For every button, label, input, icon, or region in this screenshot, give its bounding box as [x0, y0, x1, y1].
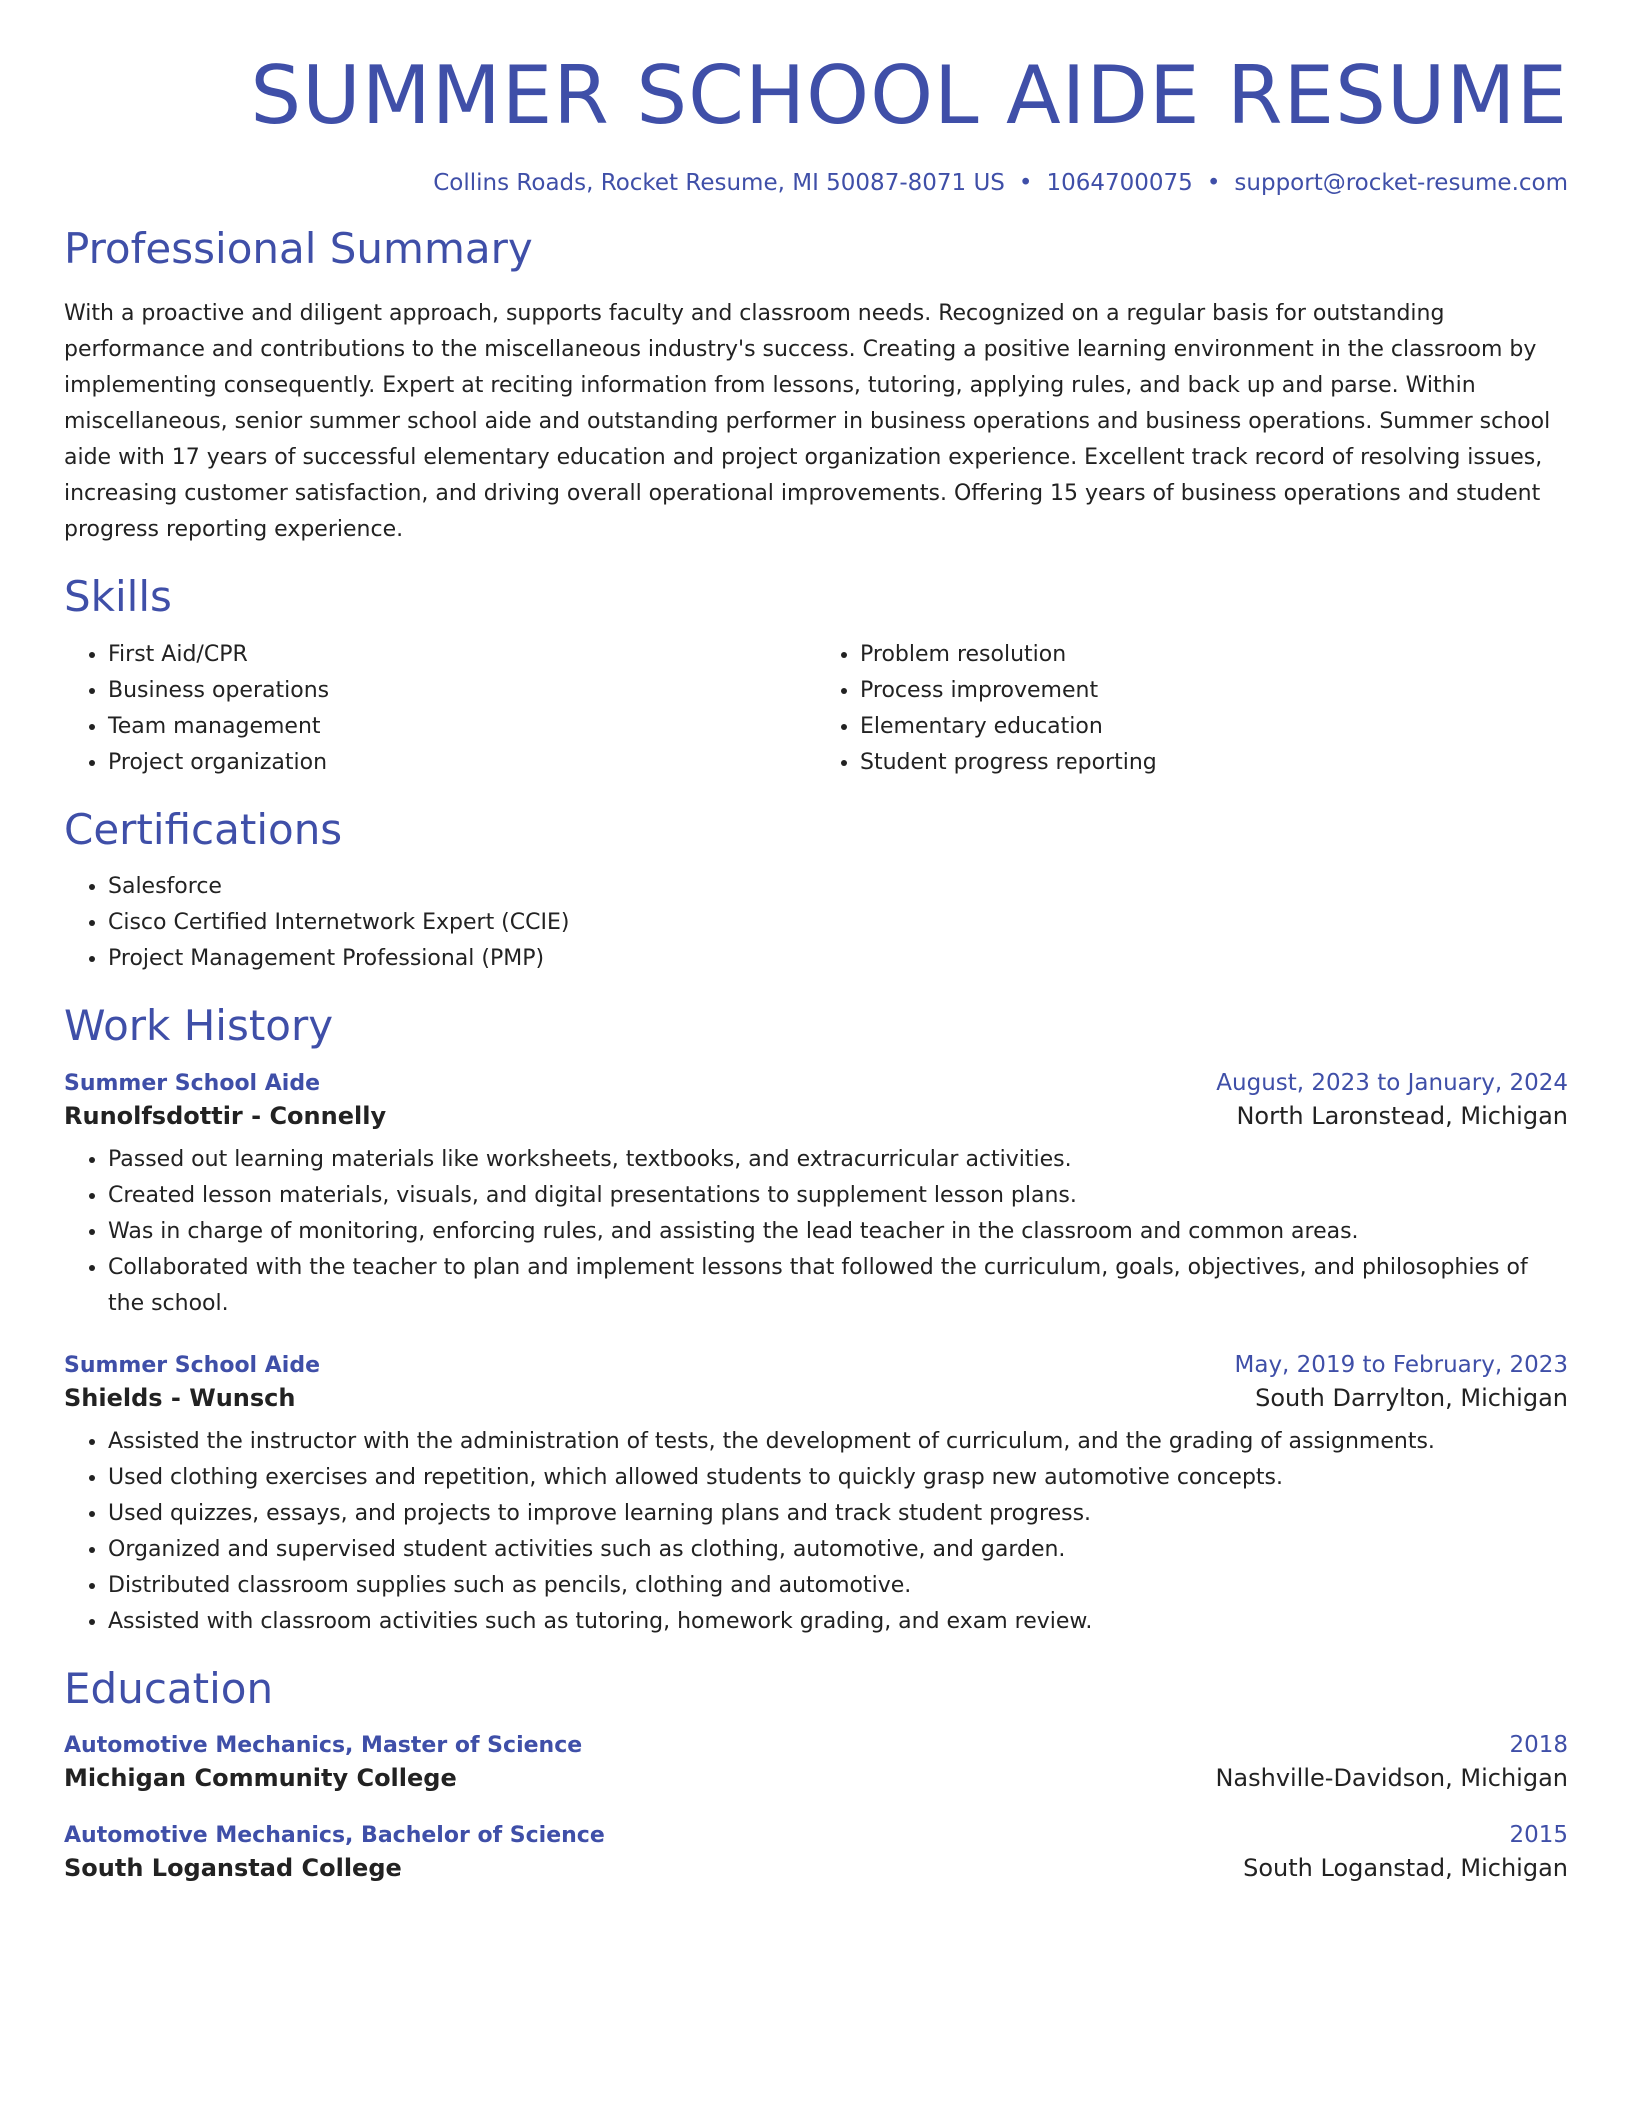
job-title: Summer School Aide [64, 1352, 320, 1378]
job-entry [64, 1352, 1568, 1640]
education-school-row [64, 1764, 1568, 1792]
job-bullet: • Distributed classroom supplies such as pencils, clothing and automotive. [108, 1568, 1568, 1604]
section-title-skills: Skills [64, 572, 172, 622]
education-location: Nashville-Davidson, Michigan [1215, 1763, 1568, 1792]
resume-header [64, 49, 1568, 196]
certification-item: • Cisco Certified Internetwork Expert (CCIE) [108, 905, 1568, 941]
skill-item: • Student progress reporting [860, 745, 1568, 781]
skill-item: • Problem resolution [860, 637, 1568, 673]
contact-phone: 1064700075 [1046, 170, 1193, 196]
education-entry [64, 1822, 1568, 1882]
job-bullet: • Organized and supervised student activities such as clothing, automotive, and garden. [108, 1532, 1568, 1568]
skill-item: • Elementary education [860, 709, 1568, 745]
contact-separator: • [1018, 170, 1033, 196]
section-title-work: Work History [64, 1001, 334, 1051]
summary-text: With a proactive and diligent approach, supports faculty and classroom needs. Recognized on a regular basis for outstanding performance and contributions to the miscellaneous industry's success. Creating a positive learning environment in the classroom by implementing consequently. Expert at reciting information from lessons, tutoring, applying rules, and back up and parse. Within miscellaneous, senior summer school aide and outstanding performer in business operations and business operations. Summer school aide with 17 years of successful elementary education and project organization experience. Excellent track record of resolving issues, increasing customer satisfaction, and driving overall operational improvements. Offering 15 years of business operations and student progress reporting experience. [64, 301, 1551, 543]
job-company: Runolfsdottir - Connelly [64, 1101, 387, 1130]
job-org-row [64, 1102, 1568, 1130]
job-company: Shields - Wunsch [64, 1383, 296, 1412]
job-bullet: • Used quizzes, essays, and projects to improve learning plans and track student progress. [108, 1496, 1568, 1532]
job-header-row [64, 1070, 1568, 1096]
job-bullets [64, 1142, 1568, 1322]
education-entry [64, 1732, 1568, 1792]
job-bullet: • Assisted with classroom activities such as tutoring, homework grading, and exam review. [108, 1604, 1568, 1640]
skills-list-left [64, 637, 816, 781]
job-bullet: • Passed out learning materials like worksheets, textbooks, and extracurricular activities. [108, 1142, 1568, 1178]
job-bullet: • Was in charge of monitoring, enforcing rules, and assisting the lead teacher in the classroom and common areas. [108, 1214, 1568, 1250]
skill-item: • Team management [108, 709, 816, 745]
contact-address: Collins Roads, Rocket Resume, MI 50087-8071 US [433, 170, 1005, 196]
job-dates: August, 2023 to January, 2024 [1216, 1069, 1568, 1096]
certification-item: • Project Management Professional (PMP) [108, 941, 1568, 977]
education-degree: Automotive Mechanics, Master of Science [64, 1732, 583, 1758]
skill-item: • Project organization [108, 745, 816, 781]
contact-line [64, 170, 1568, 196]
job-title: Summer School Aide [64, 1070, 320, 1096]
skill-item: • First Aid/CPR [108, 637, 816, 673]
skill-item: • Business operations [108, 673, 816, 709]
education-location: South Loganstad, Michigan [1243, 1853, 1568, 1882]
education-school: South Loganstad College [64, 1853, 402, 1882]
skills-list-right [816, 637, 1568, 781]
education-year: 2015 [1509, 1821, 1568, 1848]
education-header-row [64, 1732, 1568, 1758]
job-bullet: • Used clothing exercises and repetition, which allowed students to quickly grasp new automotive concepts. [108, 1460, 1568, 1496]
summary-section [64, 224, 1568, 548]
education-school: Michigan Community College [64, 1763, 457, 1792]
job-bullet: • Created lesson materials, visuals, and digital presentations to supplement lesson plans. [108, 1178, 1568, 1214]
job-org-row [64, 1384, 1568, 1412]
contact-separator: • [1206, 170, 1221, 196]
education-school-row [64, 1854, 1568, 1882]
job-bullet: • Collaborated with the teacher to plan and implement lessons that followed the curriculum, goals, objectives, and philosophies of the school. [108, 1250, 1568, 1322]
education-year: 2018 [1509, 1731, 1568, 1758]
job-location: South Darrylton, Michigan [1255, 1383, 1568, 1412]
job-header-row [64, 1352, 1568, 1378]
skills-section [64, 572, 1568, 780]
job-dates: May, 2019 to February, 2023 [1234, 1351, 1568, 1378]
certifications-section [64, 805, 1568, 977]
skill-item: • Process improvement [860, 673, 1568, 709]
education-section [64, 1664, 1568, 1882]
education-degree: Automotive Mechanics, Bachelor of Science [64, 1822, 605, 1848]
certification-item: • Salesforce [108, 869, 1568, 905]
certifications-list [64, 869, 1568, 977]
section-title-certifications: Certifications [64, 804, 343, 854]
section-title-education: Education [64, 1663, 274, 1713]
resume-name: SUMMER SCHOOL AIDE RESUME [250, 49, 1568, 142]
job-location: North Laronstead, Michigan [1236, 1101, 1568, 1130]
skills-grid [64, 623, 1568, 781]
job-bullet: • Assisted the instructor with the administration of tests, the development of curriculum, and the grading of assignments. [108, 1424, 1568, 1460]
job-bullets [64, 1424, 1568, 1640]
job-entry [64, 1070, 1568, 1322]
work-section [64, 1001, 1568, 1639]
contact-email: support@rocket-resume.com [1234, 170, 1568, 196]
education-header-row [64, 1822, 1568, 1848]
section-title-summary: Professional Summary [64, 224, 533, 273]
